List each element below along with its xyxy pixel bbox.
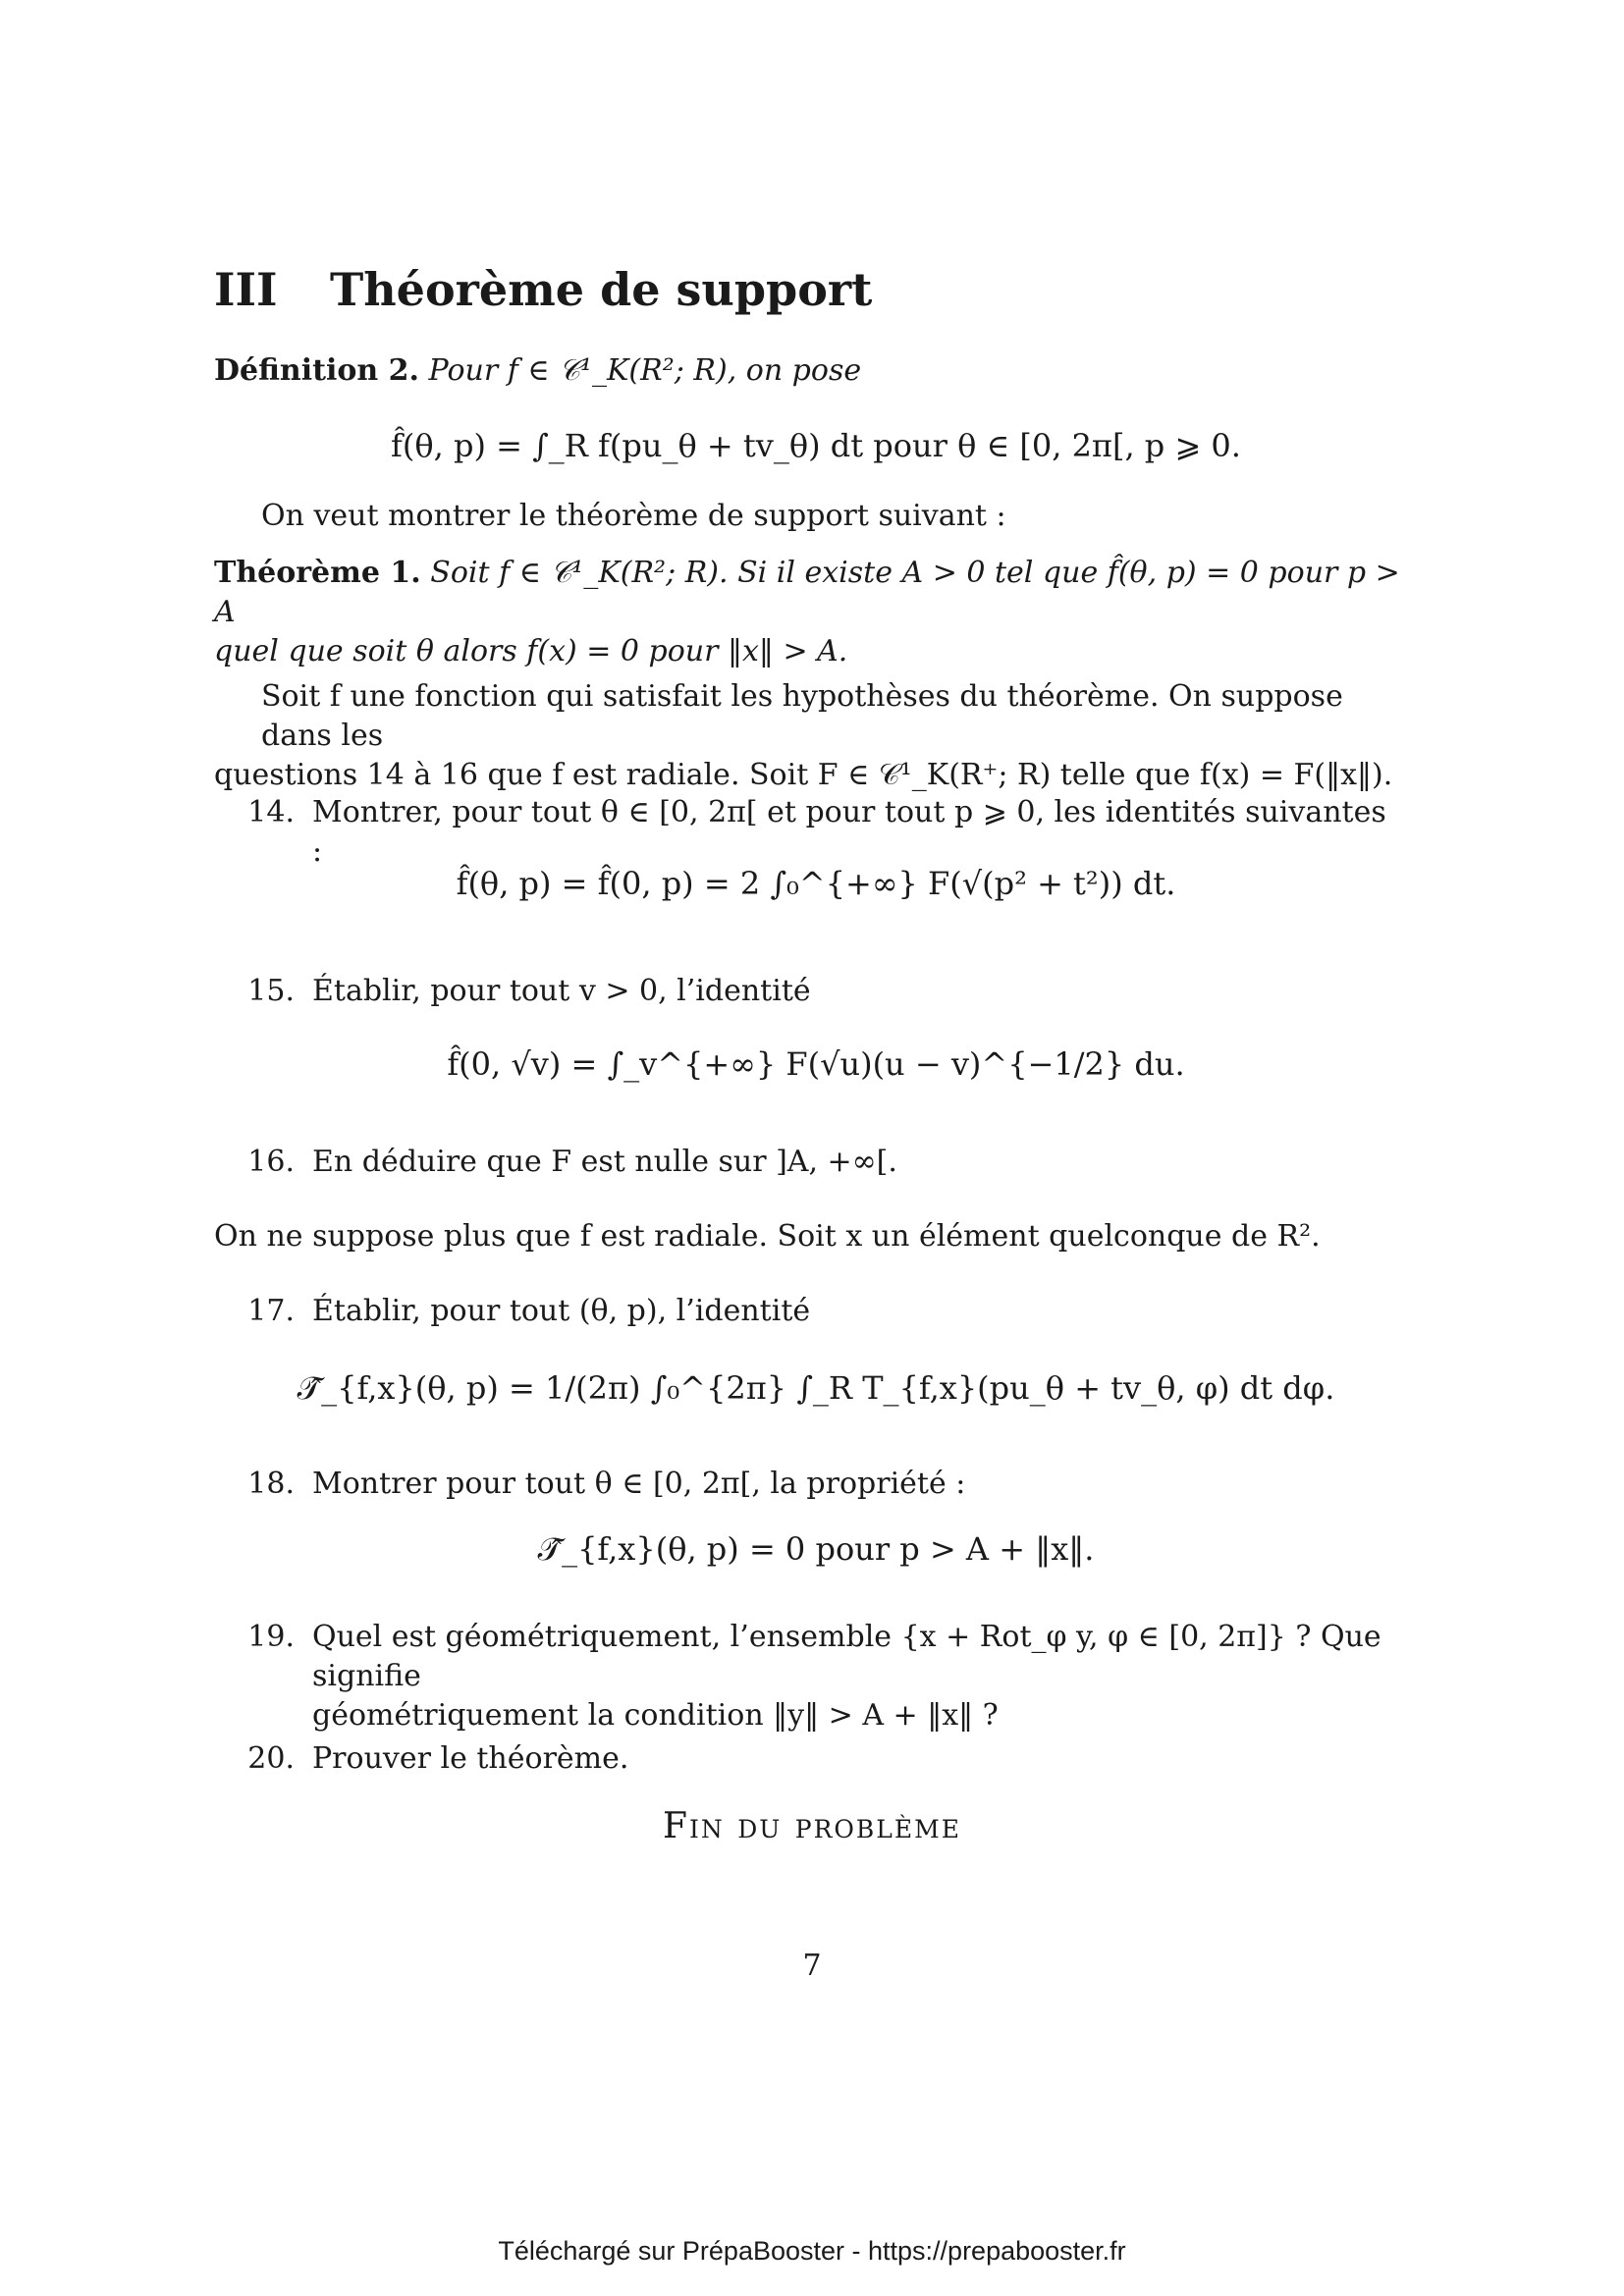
paragraph-line-1: Soit f une fonction qui satisfait les hypothèses du théorème. On suppose dans les [261,679,1343,753]
question-19 [214,1618,1418,1735]
paragraph-not-radial: On ne suppose plus que f est radiale. Soit x un élément quelconque de R². [214,1219,1321,1254]
question-20 [214,1739,1418,1779]
question-18-formula: 𝒯̂_{f,x}(θ, p) = 0 pour p > A + ‖x‖. [537,1530,1095,1568]
question-text: Prouver le théorème. [312,1741,629,1776]
question-text: Montrer, pour tout θ ∈ [0, 2π[ et pour tout p ⩾ 0, les identités suivantes : [312,795,1386,869]
question-18 [214,1465,1418,1504]
question-text: En déduire que F est nulle sur ]A, +∞[. [312,1145,897,1179]
definition-text: Pour f ∈ 𝒞¹_K(R²; R), on pose [428,353,862,388]
question-number: 20. [247,1741,295,1776]
section-title: Théorème de support [330,263,873,316]
question-number: 18. [247,1467,295,1501]
question-number: 15. [247,974,295,1008]
theorem-label: Théorème 1. [214,556,421,590]
question-14 [214,793,1418,872]
theorem-block [214,554,1418,671]
question-14-formula: f̂(θ, p) = f̂(0, p) = 2 ∫₀^{+∞} F(√(p² + t²)) dt. [456,865,1176,902]
question-number: 17. [247,1294,295,1328]
question-text: Montrer pour tout θ ∈ [0, 2π[, la propriété : [312,1467,966,1501]
section-number: III [214,263,278,316]
download-footer: Téléchargé sur PrépaBooster - https://prepabooster.fr [498,2236,1126,2266]
question-17-formula: 𝒯̂_{f,x}(θ, p) = 1/(2π) ∫₀^{2π} ∫_R T_{f,x}(pu_θ + tv_θ, φ) dt dφ. [297,1369,1335,1407]
question-line-2: géométriquement la condition ‖y‖ > A + ‖x‖ ? [312,1698,999,1733]
end-of-problem: Fin du problème [663,1806,961,1846]
question-text: Établir, pour tout v > 0, l’identité [312,974,811,1008]
question-line-1: Quel est géométriquement, l’ensemble {x + Rot_φ y, φ ∈ [0, 2π]} ? Que signifie [312,1620,1381,1693]
definition-formula: f̂(θ, p) = ∫_R f(pu_θ + tv_θ) dt pour θ ∈ [0, 2π[, p ⩾ 0. [391,427,1241,464]
question-number: 16. [247,1145,295,1179]
question-15 [214,972,1418,1011]
paragraph-hypotheses [214,677,1418,795]
intro-text: On veut montrer le théorème de support suivant : [261,499,1006,533]
question-number: 19. [247,1620,295,1654]
question-number: 14. [247,795,295,829]
theorem-line-2: quel que soit θ alors f(x) = 0 pour ‖x‖ > A. [214,634,848,668]
question-16 [214,1143,1418,1182]
definition-label: Définition 2. [214,353,419,388]
section-heading [214,263,872,316]
paragraph-line-2: questions 14 à 16 que f est radiale. Soit F ∈ 𝒞¹_K(R⁺; R) telle que f(x) = F(‖x‖). [214,758,1393,792]
question-15-formula: f̂(0, √v) = ∫_v^{+∞} F(√u)(u − v)^{−1/2} du. [447,1045,1185,1083]
question-text: Établir, pour tout (θ, p), l’identité [312,1294,811,1328]
theorem-line-1: Soit f ∈ 𝒞¹_K(R²; R). Si il existe A > 0 tel que f̂(θ, p) = 0 pour p > A [214,556,1400,629]
page-number: 7 [802,1949,822,1983]
question-17 [214,1292,1418,1331]
definition-block [214,351,1418,391]
